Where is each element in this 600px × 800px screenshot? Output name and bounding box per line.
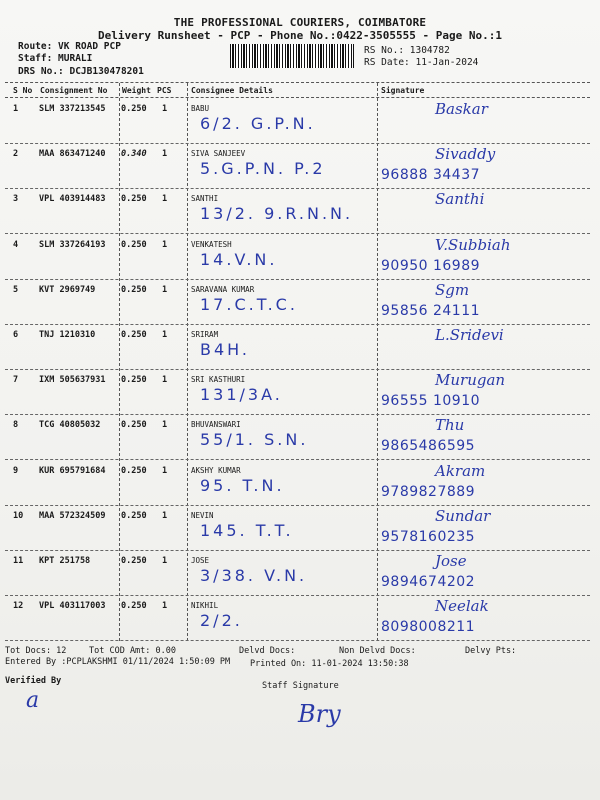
- row-pcs: 1: [162, 330, 168, 340]
- printed-on: Printed On: 11-01-2024 13:50:38: [250, 659, 409, 669]
- table-row: [5, 414, 590, 460]
- row-pcs: 1: [162, 104, 168, 114]
- drs-number: DRS No.: DCJB130478201: [18, 66, 144, 77]
- row-sno: 11: [13, 556, 24, 566]
- row-sno: 6: [13, 330, 19, 340]
- row-consignee: JOSE: [191, 556, 210, 565]
- row-sno: 7: [13, 375, 19, 386]
- row-signature: L.Sridevi: [435, 326, 504, 344]
- barcode: [230, 44, 354, 68]
- row-consignee: SRIRAM: [191, 330, 219, 339]
- row-signature: Baskar: [435, 100, 488, 118]
- row-signature: Akram: [435, 461, 486, 480]
- col-weight: Weight: [122, 86, 151, 95]
- row-phone: 96555 10910: [381, 393, 481, 410]
- row-consignee: BHUVANSWARI: [191, 420, 241, 430]
- table-row: [5, 324, 590, 370]
- tot-docs: Tot Docs: 12: [5, 646, 67, 656]
- table-row: [5, 595, 590, 641]
- row-weight: 0.250: [121, 465, 147, 476]
- row-sno: 2: [13, 149, 19, 160]
- staff-signature-mark: Bry: [298, 700, 341, 728]
- tot-cod: Tot COD Amt: 0.00: [89, 646, 176, 656]
- row-weight: 0.250: [121, 239, 147, 250]
- row-consignment: MAA 863471240: [39, 149, 106, 160]
- row-consignment: VPL 403117003: [39, 601, 106, 612]
- row-consignee: SARAVANA KUMAR: [191, 284, 255, 294]
- row-consignment: MAA 572324509: [39, 510, 106, 521]
- row-consignee: SIVA SANJEEV: [191, 149, 246, 159]
- row-address: 6/2. G.P.N.: [200, 114, 316, 133]
- row-weight: 0.250: [121, 330, 147, 340]
- table-row: [5, 143, 590, 189]
- row-consignee: AKSHY KUMAR: [191, 465, 241, 475]
- col-consignment: Consignment No: [40, 86, 108, 95]
- row-consignment: IXM 505637931: [39, 375, 106, 386]
- row-consignee: SRI KASTHURI: [191, 375, 246, 385]
- row-phone: 90950 16989: [381, 257, 481, 274]
- runsheet-title: Delivery Runsheet - PCP - Phone No.:0422-3505555 - Page No.:1: [98, 29, 502, 42]
- row-address: 17.C.T.C.: [200, 294, 298, 314]
- row-consignment: KPT 251758: [39, 556, 91, 566]
- totals-line: [5, 646, 517, 656]
- col-sno: S No: [13, 86, 33, 95]
- row-sno: 1: [13, 104, 19, 114]
- row-consignee: VENKATESH: [191, 239, 232, 249]
- row-pcs: 1: [162, 239, 168, 250]
- table-row: [5, 460, 590, 506]
- row-consignee: NEVIN: [191, 510, 214, 520]
- row-phone: 9789827889: [381, 483, 476, 500]
- row-pcs: 1: [162, 420, 168, 431]
- row-signature: Santhi: [435, 190, 485, 209]
- row-sno: 4: [13, 239, 19, 250]
- delivery-table: [5, 82, 590, 641]
- row-address: 131/3A.: [200, 385, 283, 405]
- table-row: [5, 505, 590, 551]
- row-sno: 5: [13, 284, 19, 295]
- delvd-docs: Delvd Docs:: [239, 646, 296, 656]
- row-pcs: 1: [162, 556, 168, 566]
- row-consignee: BABU: [191, 104, 210, 113]
- row-sno: 12: [13, 601, 24, 612]
- table-row: [5, 98, 590, 144]
- row-weight: 0.250: [121, 284, 147, 295]
- row-consignment: SLM 337213545: [39, 104, 106, 114]
- row-sno: 10: [13, 510, 24, 521]
- row-consignment: TNJ 1210310: [39, 330, 96, 340]
- row-sno: 8: [13, 420, 19, 431]
- col-pcs: PCS: [157, 86, 172, 95]
- table-row: [5, 234, 590, 280]
- row-signature: Sundar: [435, 506, 491, 525]
- table-row: [5, 279, 590, 325]
- row-consignment: SLM 337264193: [39, 239, 106, 250]
- row-weight: 0.250: [121, 194, 147, 205]
- table-header: [5, 83, 590, 98]
- row-address: 95. T.N.: [200, 475, 285, 495]
- row-phone: 9865486595: [381, 438, 476, 455]
- row-signature: Neelak: [435, 597, 489, 616]
- delvy-pts: Delvy Pts:: [465, 646, 517, 656]
- staff-signature-label: Staff Signature: [262, 681, 339, 691]
- col-signature: Signature: [381, 86, 425, 95]
- row-pcs: 1: [162, 465, 168, 476]
- non-delvd-docs: Non Delvd Docs:: [339, 646, 416, 656]
- row-phone: 9894674202: [381, 574, 476, 590]
- row-address: 5.G.P.N. P.2: [200, 159, 326, 179]
- row-sno: 9: [13, 465, 19, 476]
- row-address: 145. T.T.: [200, 520, 294, 540]
- table-row: [5, 369, 590, 415]
- rs-number: RS No.: 1304782: [364, 45, 450, 56]
- table-row: [5, 550, 590, 596]
- row-weight: 0.250: [121, 420, 147, 431]
- row-signature: Jose: [435, 552, 467, 570]
- verified-by-label: Verified By: [5, 676, 62, 686]
- rs-date: RS Date: 11-Jan-2024: [364, 57, 479, 68]
- row-weight: 0.340: [121, 149, 147, 160]
- row-address: 3/38. V.N.: [200, 566, 308, 585]
- row-phone: 9578160235: [381, 528, 476, 545]
- row-signature: Sivaddy: [435, 145, 496, 164]
- row-pcs: 1: [162, 194, 168, 205]
- company-name: THE PROFESSIONAL COURIERS, COIMBATORE: [173, 16, 427, 29]
- col-consignee: Consignee Details: [191, 86, 273, 95]
- verified-signature: a: [26, 688, 40, 713]
- row-weight: 0.250: [121, 601, 147, 612]
- row-phone: 95856 24111: [381, 302, 481, 319]
- row-address: 2/2.: [200, 611, 243, 631]
- row-pcs: 1: [162, 375, 168, 386]
- row-consignment: KVT 2969749: [39, 284, 96, 295]
- row-signature: Sgm: [435, 280, 470, 299]
- entered-by: Entered By :PCPLAKSHMI 01/11/2024 1:50:09 PM: [5, 657, 231, 667]
- row-address: 14.V.N.: [200, 249, 278, 269]
- row-consignee: NIKHIL: [191, 601, 219, 611]
- row-signature: Thu: [435, 416, 465, 435]
- row-signature: Murugan: [435, 371, 506, 390]
- row-address: B4H.: [200, 340, 250, 359]
- row-phone: 96888 34437: [381, 167, 481, 184]
- row-weight: 0.250: [121, 104, 147, 114]
- route-label: Route: VK ROAD PCP: [18, 41, 121, 52]
- row-consignment: VPL 403914483: [39, 194, 106, 205]
- row-weight: 0.250: [121, 510, 147, 521]
- row-consignee: SANTHI: [191, 194, 219, 204]
- row-consignment: TCG 40805032: [39, 420, 101, 431]
- row-address: 13/2. 9.R.N.N.: [200, 204, 354, 224]
- row-pcs: 1: [162, 284, 168, 295]
- row-consignment: KUR 695791684: [39, 465, 106, 476]
- row-weight: 0.250: [121, 556, 147, 566]
- row-signature: V.Subbiah: [435, 235, 511, 254]
- row-pcs: 1: [162, 149, 168, 160]
- row-weight: 0.250: [121, 375, 147, 386]
- staff-label: Staff: MURALI: [18, 53, 93, 64]
- row-pcs: 1: [162, 510, 168, 521]
- row-sno: 3: [13, 194, 19, 205]
- row-phone: 8098008211: [381, 619, 476, 636]
- row-address: 55/1. S.N.: [200, 430, 309, 450]
- table-row: [5, 188, 590, 234]
- row-pcs: 1: [162, 601, 168, 612]
